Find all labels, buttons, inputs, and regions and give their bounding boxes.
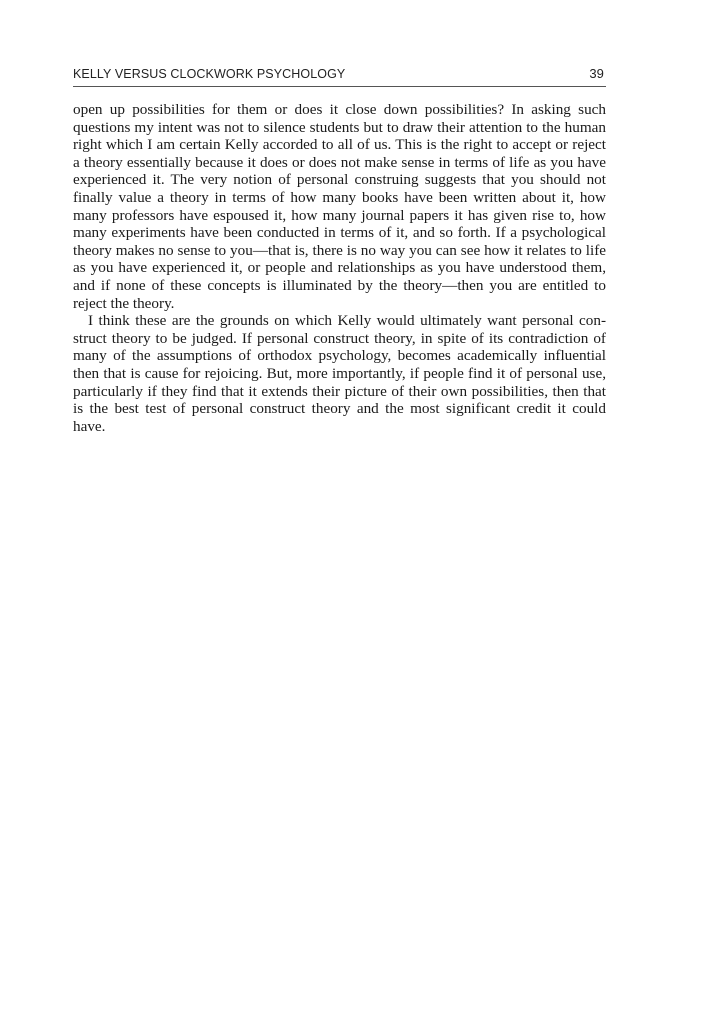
book-page — [73, 66, 606, 435]
body-text — [73, 101, 606, 435]
running-head-title: KELLY VERSUS CLOCKWORK PSYCHOLOGY — [73, 67, 346, 81]
paragraph-continued: open up possibilities for them or does it close down possibilities? In asking such questions my intent was not to silence students but to draw their attention to the human right which I am certain Kelly accorded to all of us. This is the right to accept or reject a theory essentially because it does or does not make sense in terms of life as you have experienced it. The very notion of personal construing suggests that you should not finally value a theory in terms of how many books have been written about it, how many professors have espoused it, how many journal papers it has given rise to, how many experiments have been conducted in terms of it, and so forth. If a psychological theory makes no sense to you—that is, there is no way you can see how it relates to life as you have experienced it, or people and relationships as you have understood them, and if none of these concepts is illuminated by the theory—then you are entitled to reject the theory. — [73, 101, 606, 312]
page-number: 39 — [589, 66, 604, 81]
running-head — [73, 66, 606, 87]
paragraph: I think these are the grounds on which Kelly would ultimately want personal construct theory to be judged. If personal construct theory, in spite of its contradiction of many of the assumptions of orthodox psychology, becomes academically influential then that is cause for rejoicing. But, more importantly, if people find it of personal use, particularly if they find that it extends their picture of their own possibilities, then that is the best test of personal construct theory and the most significant credit it could have. — [73, 312, 606, 435]
